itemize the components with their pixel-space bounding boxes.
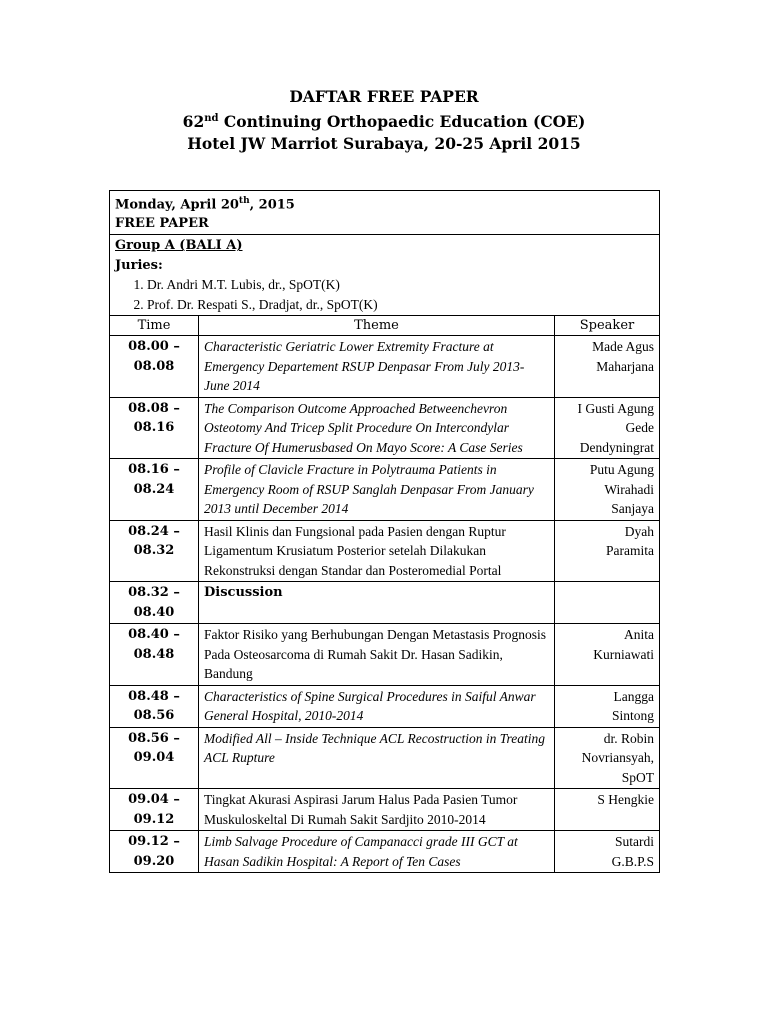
time-cell: 08.32 – 08.40 — [110, 582, 199, 624]
theme-cell: Tingkat Akurasi Aspirasi Jarum Halus Pada Pasien Tumor Muskuloskeltal Di Rumah Sakit Sardjito 2010-2014 — [199, 789, 555, 831]
doc-title: DAFTAR FREE PAPER — [289, 87, 479, 106]
table-row — [110, 685, 660, 727]
speaker-cell: Dyah Paramita — [555, 520, 660, 582]
time-cell: 08.56 – 09.04 — [110, 727, 199, 789]
jury-item: 2. Prof. Dr. Respati S., Dradjat, dr., SpOT(K) — [147, 295, 654, 315]
speaker-cell: Langga Sintong — [555, 685, 660, 727]
time-cell: 09.12 – 09.20 — [110, 831, 199, 873]
time-cell: 08.48 – 08.56 — [110, 685, 199, 727]
session-type: FREE PAPER — [115, 216, 209, 232]
theme-cell: Faktor Risiko yang Berhubungan Dengan Metastasis Prognosis Pada Osteosarcoma di Rumah Sakit Dr. Hasan Sadikin, Bandung — [199, 624, 555, 686]
table-row — [110, 520, 660, 582]
speaker-cell: S Hengkie — [555, 789, 660, 831]
event-venue: Hotel JW Marriot Surabaya, 20-25 April 2015 — [187, 134, 581, 154]
speaker-cell: I Gusti Agung Gede Dendyningrat — [555, 397, 660, 459]
juries-list — [115, 275, 654, 314]
time-cell: 08.16 – 08.24 — [110, 459, 199, 521]
event-ordinal: 62 — [182, 112, 205, 132]
time-cell: 08.24 – 08.32 — [110, 520, 199, 582]
time-cell: 08.40 – 08.48 — [110, 624, 199, 686]
theme-cell: The Comparison Outcome Approached Betweenchevron Osteotomy And Tricep Split Procedure On Intercondylar Fracture Of Humerusbased On Mayo Score: A Case Series — [199, 397, 555, 459]
time-cell: 08.00 – 08.08 — [110, 336, 199, 398]
theme-cell: Profile of Clavicle Fracture in Polytrauma Patients in Emergency Room of RSUP Sanglah Denpasar From January 2013 until December 2014 — [199, 459, 555, 521]
juries-label: Juries: — [115, 257, 163, 273]
speaker-cell: Anita Kurniawati — [555, 624, 660, 686]
group-name: Group A (BALI A) — [115, 238, 243, 254]
theme-cell: Characteristics of Spine Surgical Procedures in Saiful Anwar General Hospital, 2010-2014 — [199, 685, 555, 727]
group-cell — [110, 235, 660, 316]
speaker-cell: dr. Robin Novriansyah, SpOT — [555, 727, 660, 789]
column-header-row — [110, 316, 660, 336]
theme-cell: Limb Salvage Procedure of Campanacci grade III GCT at Hasan Sadikin Hospital: A Report of Ten Cases — [199, 831, 555, 873]
speaker-cell: Made Agus Maharjana — [555, 336, 660, 398]
table-row — [110, 336, 660, 398]
event-name — [0, 108, 768, 133]
session-date-suffix: th — [238, 196, 250, 206]
table-row — [110, 624, 660, 686]
session-date-cell — [110, 191, 660, 235]
table-row — [110, 397, 660, 459]
jury-item: 1. Dr. Andri M.T. Lubis, dr., SpOT(K) — [147, 275, 654, 295]
theme-cell: Hasil Klinis dan Fungsional pada Pasien dengan Ruptur Ligamentum Krusiatum Posterior setelah Dilakukan Rekonstruksi dengan Standar dan Posteromedial Portal — [199, 520, 555, 582]
time-cell: 08.08 – 08.16 — [110, 397, 199, 459]
document-header — [0, 86, 768, 155]
col-header-theme: Theme — [199, 316, 555, 336]
speaker-cell: Putu Agung Wirahadi Sanjaya — [555, 459, 660, 521]
session-date-row — [110, 191, 660, 235]
event-ordinal-suffix: nd — [204, 113, 219, 124]
session-date-text: Monday, April 20 — [115, 197, 239, 213]
speaker-cell: Sutardi G.B.P.S — [555, 831, 660, 873]
col-header-speaker: Speaker — [555, 316, 660, 336]
speaker-cell — [555, 582, 660, 624]
table-row — [110, 789, 660, 831]
event-title: Continuing Orthopaedic Education (COE) — [218, 112, 586, 132]
table-row — [110, 831, 660, 873]
table-row — [110, 582, 660, 624]
group-row — [110, 235, 660, 316]
table-row — [110, 727, 660, 789]
col-header-time: Time — [110, 316, 199, 336]
session-date-year: , 2015 — [249, 197, 295, 213]
theme-cell: Discussion — [199, 582, 555, 624]
session-date — [115, 192, 654, 214]
schedule-table — [109, 190, 660, 873]
theme-cell: Modified All – Inside Technique ACL Recostruction in Treating ACL Rupture — [199, 727, 555, 789]
theme-cell: Characteristic Geriatric Lower Extremity Fracture at Emergency Departement RSUP Denpasar From July 2013-June 2014 — [199, 336, 555, 398]
table-row — [110, 459, 660, 521]
time-cell: 09.04 – 09.12 — [110, 789, 199, 831]
